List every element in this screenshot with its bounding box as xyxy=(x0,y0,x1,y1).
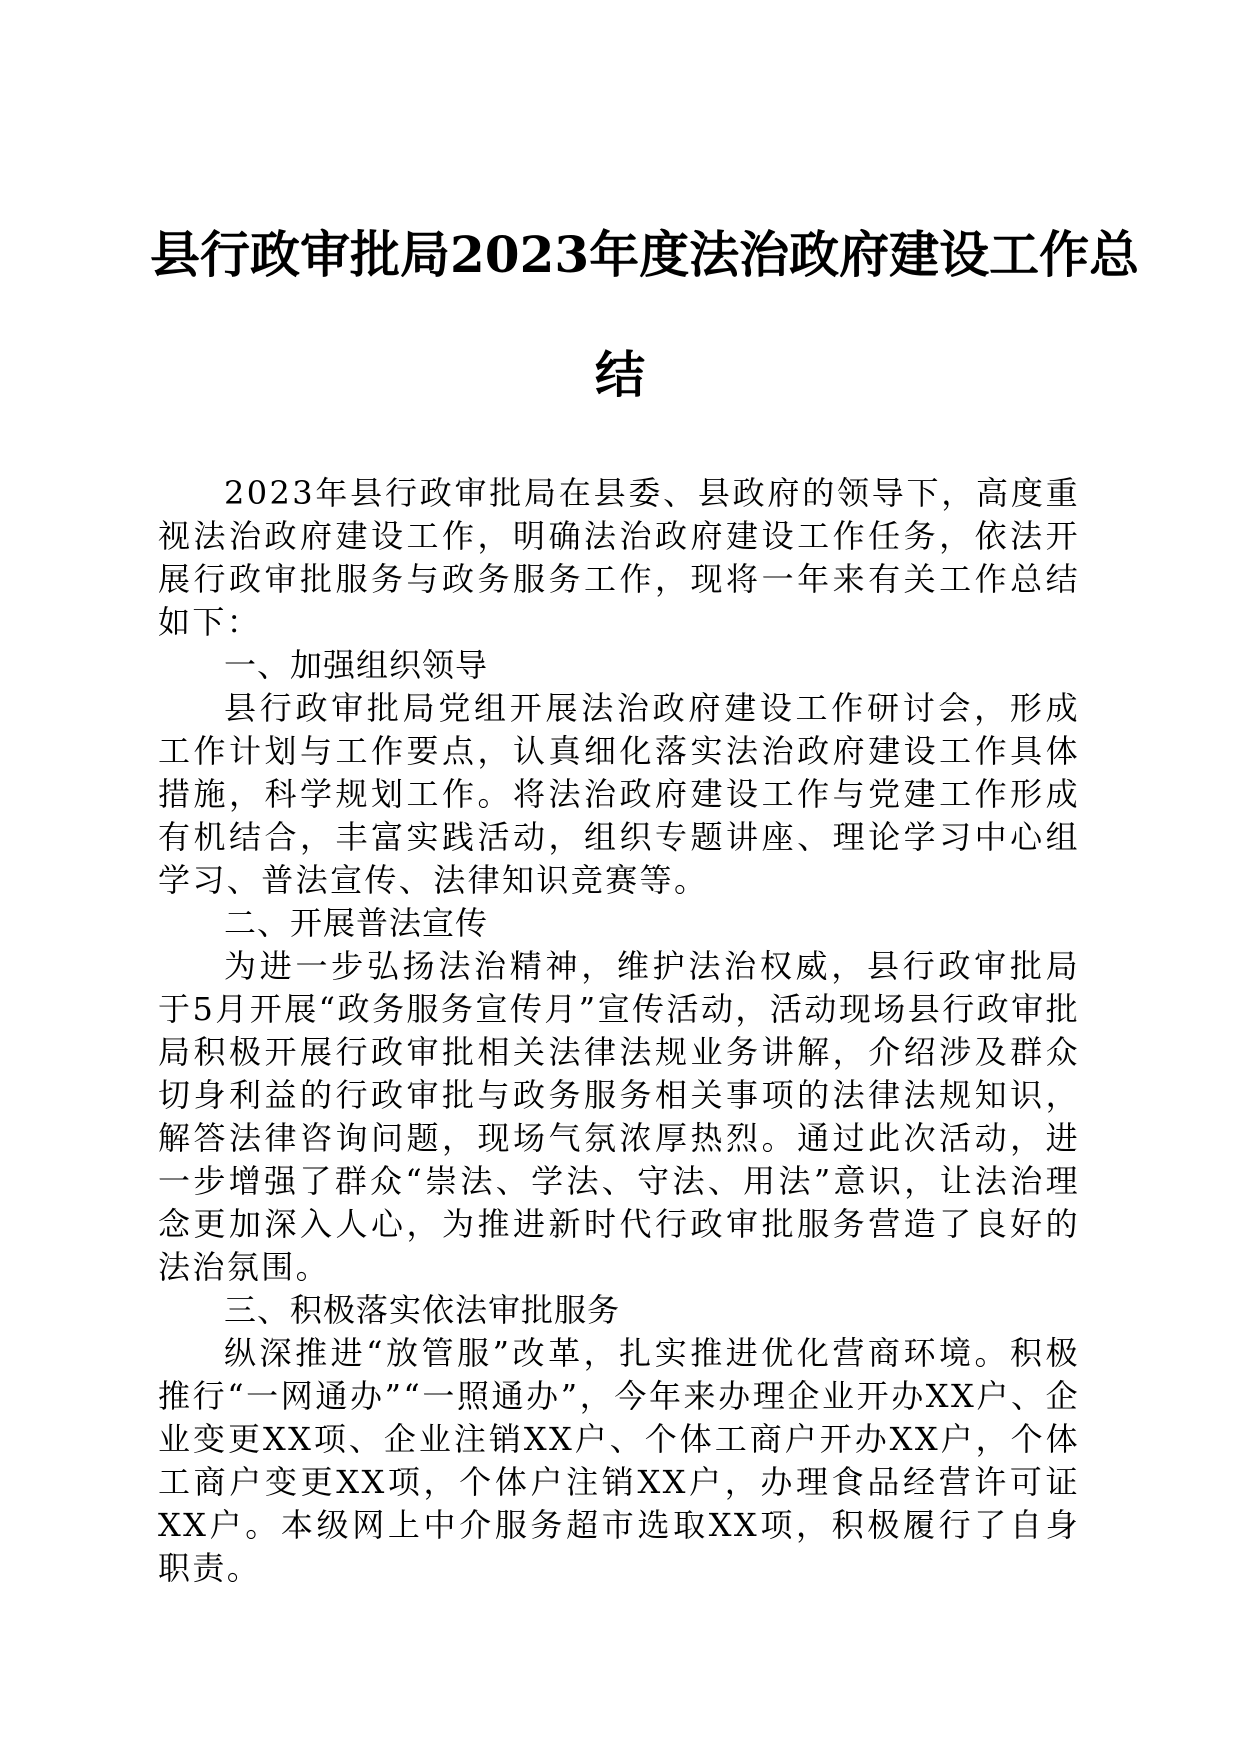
document-body xyxy=(158,472,1080,1590)
document-title-line-1: 县行政审批局2023年度法治政府建设工作总 xyxy=(150,225,1140,284)
intro-paragraph: 2023年县行政审批局在县委、县政府的领导下，高度重视法治政府建设工作，明确法治政府建设工作任务，依法开展行政审批服务与政务服务工作，现将一年来有关工作总结如下： xyxy=(158,474,1080,641)
document-title-line-2: 结 xyxy=(595,345,645,404)
section-heading-1: 一、加强组织领导 xyxy=(224,646,489,684)
section-paragraph-2: 为进一步弘扬法治精神，维护法治权威，县行政审批局于5月开展“政务服务宣传月”宣传活动，活动现场县行政审批局积极开展行政审批相关法律法规业务讲解，介绍涉及群众切身利益的行政审批与政务服务相关事项的法律法规知识，解答法律咨询问题，现场气氛浓厚热烈。通过此次活动，进一步增强了群众“崇法、学法、守法、用法”意识，让法治理念更加深入人心，为推进新时代行政审批服务营造了良好的法治氛围。 xyxy=(158,947,1080,1286)
section-paragraph-1: 县行政审批局党组开展法治政府建设工作研讨会，形成工作计划与工作要点，认真细化落实法治政府建设工作具体措施，科学规划工作。将法治政府建设工作与党建工作形成有机结合，丰富实践活动，组织专题讲座、理论学习中心组学习、普法宣传、法律知识竞赛等。 xyxy=(158,689,1080,899)
section-heading-3: 三、积极落实依法审批服务 xyxy=(224,1291,621,1329)
section-heading-2: 二、开展普法宣传 xyxy=(224,904,489,942)
section-paragraph-3: 纵深推进“放管服”改革，扎实推进优化营商环境。积极推行“一网通办”“一照通办”，今年来办理企业开办XX户、企业变更XX项、企业注销XX户、个体工商户开办XX户，个体工商户变更XX项，个体户注销XX户，办理食品经营许可证XX户。本级网上中介服务超市选取XX项，积极履行了自身职责。 xyxy=(158,1334,1080,1587)
